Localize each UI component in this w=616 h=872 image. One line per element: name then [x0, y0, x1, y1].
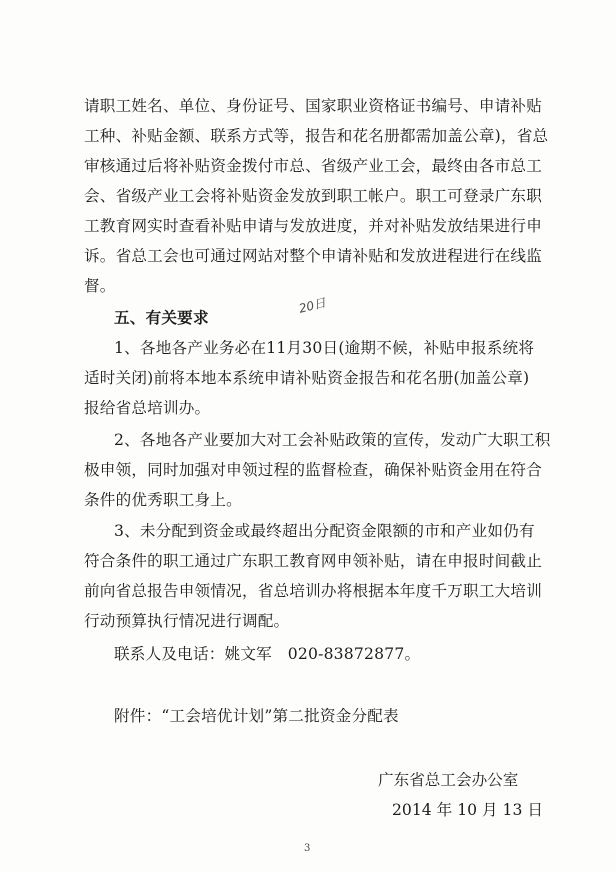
body-line: 工教育网实时查看补贴申请与发放进度，并对补贴发放结果进行申: [84, 217, 543, 235]
handwritten-note: 20日: [297, 295, 328, 316]
item1-line: 1、各地各产业务必在11月30日(逾期不候，补贴申报系统将: [114, 339, 535, 357]
item3-line: 符合条件的职工通过广东职工教育网申领补贴，请在申报时间截止: [84, 552, 543, 570]
item2-line: 极申领，同时加强对申领过程的监督检查，确保补贴资金用在符合: [84, 461, 543, 479]
contact-line: 联系人及电话：姚文军 020-83872877。: [114, 645, 421, 663]
item3-line: 3、未分配到资金或最终超出分配资金限额的市和产业如仍有: [114, 522, 535, 540]
body-line: 审核通过后将补贴资金拨付市总、省级产业工会，最终由各市总工: [84, 157, 543, 175]
item2-line: 2、各地各产业要加大对工会补贴政策的宣传，发动广大职工积: [114, 431, 551, 449]
body-line: 督。: [84, 277, 116, 295]
item3-line: 前向省总报告申领情况，省总培训办将根据本年度千万职工大培训: [84, 582, 543, 600]
signature-org: 广东省总工会办公室: [378, 771, 519, 789]
item3-line: 行动预算执行情况进行调配。: [84, 612, 290, 630]
item2-line: 条件的优秀职工身上。: [84, 491, 242, 509]
section-heading: 五、有关要求: [114, 309, 209, 327]
attachment-line: 附件：“工会培优计划”第二批资金分配表: [114, 707, 399, 725]
body-line: 会、省级产业工会将补贴资金发放到职工帐户。职工可登录广东职: [84, 187, 543, 205]
page-number: 3: [304, 843, 311, 854]
signature-date: 2014 年 10 月 13 日: [392, 801, 543, 819]
item1-line: 适时关闭)前将本地本系统申请补贴资金报告和花名册(加盖公章): [84, 369, 530, 387]
body-line: 请职工姓名、单位、身份证号、国家职业资格证书编号、申请补贴: [84, 97, 543, 115]
body-line: 工种、补贴金额、联系方式等，报告和花名册都需加盖公章)，省总: [84, 127, 549, 145]
item1-line: 报给省总培训办。: [84, 399, 211, 417]
body-line: 诉。省总工会也可通过网站对整个申请补贴和发放进程进行在线监: [84, 247, 543, 265]
